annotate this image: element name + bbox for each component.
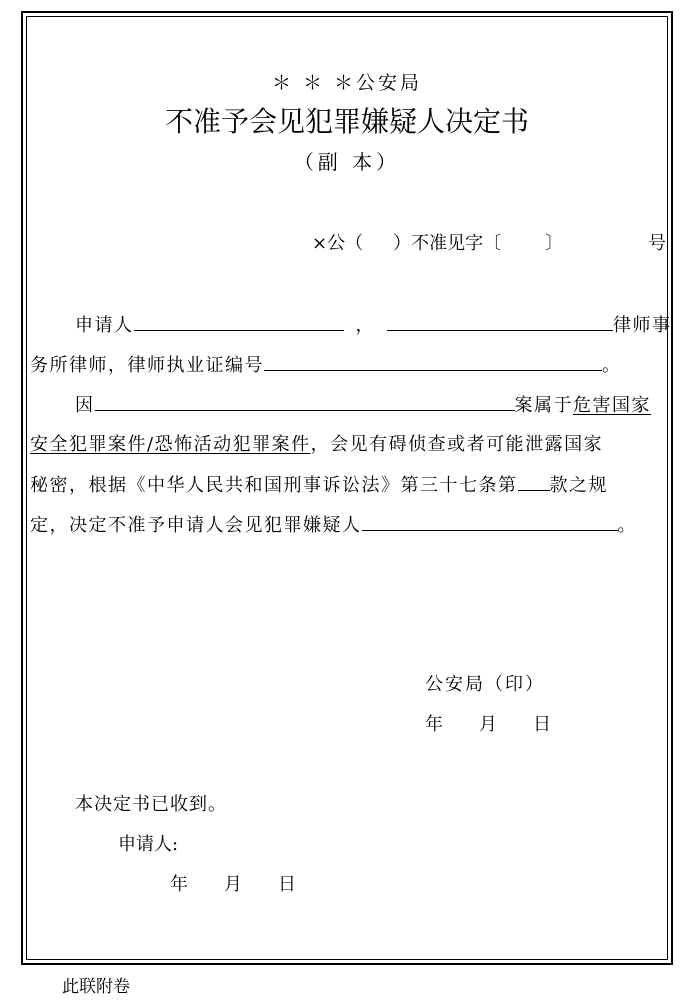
case-type-line (30, 430, 603, 456)
reason-line (75, 390, 651, 417)
receipt-confirmation: 本决定书已收到。 (75, 794, 227, 815)
signature-year: 年 (425, 714, 443, 735)
receipt-day: 日 (278, 874, 296, 895)
legal-basis-line (30, 470, 608, 497)
case-type-1: 危害国家 (573, 395, 651, 416)
decision-line (30, 510, 637, 537)
document-number (312, 229, 666, 255)
copy-label: （副 本） (293, 150, 401, 174)
docno-prefix: ×公（ (312, 233, 364, 254)
reason-1: ，会见有碍侦查或者可能泄露国家 (310, 434, 604, 455)
license-number-field (264, 350, 602, 371)
docno-suffix: 号 (648, 233, 666, 254)
signature-month: 月 (479, 714, 497, 735)
file-note: 此联附卷 (62, 977, 130, 997)
case-belongs: 案属于 (514, 395, 573, 416)
decision-text: 定，决定不准予申请人会见犯罪嫌疑人 (30, 515, 362, 536)
license-period: 。 (602, 355, 622, 376)
receipt-year: 年 (170, 874, 188, 895)
applicant-name-field (134, 310, 344, 331)
docno-middle: ）不准见字〔 (393, 233, 502, 254)
document-title: 不准予会见犯罪嫌疑人决定书 (164, 105, 529, 138)
receipt-date (170, 870, 296, 896)
case-type-2: 安全犯罪案件/恐怖活动犯罪案件 (30, 434, 311, 455)
docno-close-bracket: 〕 (545, 233, 564, 254)
suspect-name-field (362, 510, 618, 531)
receipt-month: 月 (224, 874, 242, 895)
reason-2b: 款之规 (549, 475, 608, 496)
because-label: 因 (75, 395, 95, 416)
applicant-line (75, 310, 672, 337)
law-firm-cont: 务所律师，律师执业证编号 (30, 355, 264, 376)
license-line (30, 350, 622, 377)
signature-date (425, 710, 551, 736)
clause-number-field (518, 470, 550, 491)
law-firm-field (387, 310, 613, 331)
reason-2a: 秘密，根据《中华人民共和国刑事诉讼法》第三十七条第 (30, 475, 518, 496)
issuing-agency: ＊ ＊ ＊公安局 (271, 72, 423, 94)
applicant-label: 申请人 (75, 315, 134, 336)
reason-field (95, 390, 515, 411)
receipt-applicant: 申请人: (118, 834, 179, 855)
applicant-comma: ， (355, 315, 375, 336)
decision-period: 。 (617, 515, 637, 536)
bureau-seal: 公安局（印） (425, 674, 545, 695)
signature-day: 日 (533, 714, 551, 735)
law-firm-suffix: 律师事 (613, 315, 672, 336)
